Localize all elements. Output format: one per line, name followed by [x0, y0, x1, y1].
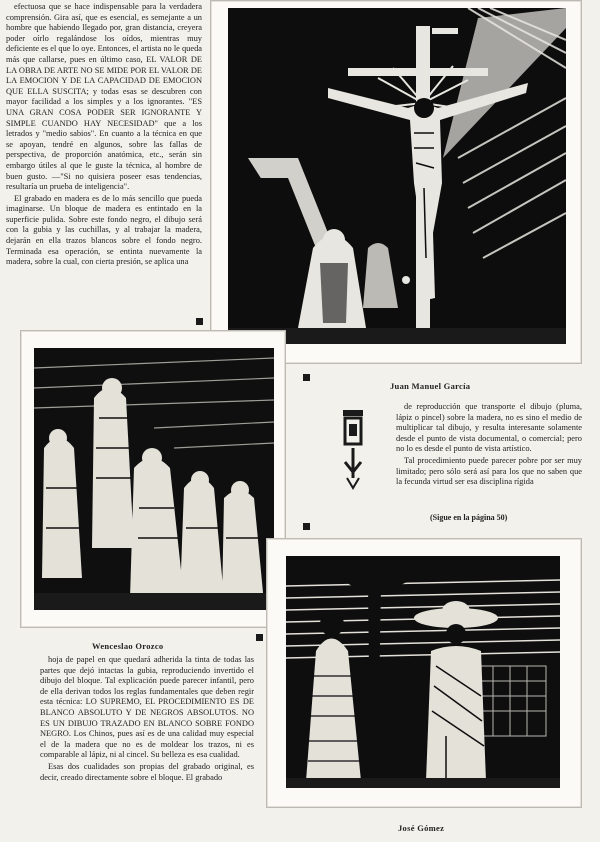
- paragraph-marker: [303, 374, 310, 381]
- paragraph: hoja de papel en que quedará adherida la tinta de todas las partes que dejó intactas la gubia, reproduciendo invertido el dibujo del bloque. Tal explicación puede parecer infantil, pero de ella derivan todos los reglas fundamentales que deben regir esta técnica: LO SUPREMO, EL PROCEDIMIENTO ES DE BLANCO ABSOLUTO Y DE NEGROS ABSOLUTOS. NO ES UN DIBUJO TRAZADO EN BLANCO SOBRE FONDO NEGRO. Los Chinos, pues así es de una calidad muy especial el de la madera que no es de moldear los trazos, ni es comparable al lápiz, ni al cincel. Su belleza es esa cualidad.: [40, 655, 254, 760]
- paragraph-marker: [303, 523, 310, 530]
- paragraph: de reproducción que transporte el dibujo (pluma, lápiz o pincel) sobre la madera, no es sino el medio de multiplicar tal dibujo, y resulta interesante solamente desde el punto de vista documental, o comercial; pero no lo es desde el punto de vista artístico.: [396, 402, 582, 454]
- caption-left-print: Wenceslao Orozco: [92, 641, 164, 651]
- caption-top-print: Juan Manuel García: [390, 381, 471, 391]
- article-column-bottom-left: [40, 655, 254, 835]
- paragraph-marker: [256, 634, 263, 641]
- paragraph: Esas dos cualidades son propias del grabado original, es decir, creado directamente sobre el bloque. El grabado: [40, 761, 254, 782]
- paragraph: El grabado en madera es de lo más sencillo que pueda imaginarse. Un bloque de madera es entintado en la superficie pulida. Sobre este fondo negro, el dibujo será con la gubia y las cuchillas, y al trabajar la madera, dejarán en ella trazos blancos sobre el fondo negro. Terminada esa operación, se entinta nuevamente la madera, sobre la cual, con cierta presión, se aplica una: [6, 193, 202, 267]
- article-column-top-left: [6, 2, 202, 324]
- continued-note: (Sigue en la página 50): [430, 513, 508, 522]
- caption-bottom-print: José Gómez: [398, 823, 445, 833]
- decorative-glyph-icon: [340, 408, 366, 490]
- woodcut-mexican-couple-image: [286, 556, 560, 788]
- paragraph: efectuosa que se hace indispensable para la verdadera comprensión. Gira así, que es esencial, es semejante a un hombre que habiendo llegado por, gran distancia, creyera poder oírlo regalándose los oídos, mientras muy deficiente es el que lo oye. Entonces, el artista no le queda más que callarse, pues en último caso, EL VALOR DE LA OBRA DE ARTE NO SE MIDE POR EL VALOR DE LA EMOCION Y DE LA CAPACIDAD DE EMOCION QUE ELLA SUSCITA; y todas esas se descubren con mayor facilidad a los simples y a los ignorantes. "ES UNA GRAN COSA PODER SER IGNORANTE Y SIMPLE CUANDO HAY NECESIDAD" que a los letrados y "medio sabios". En cuanto a la técnica en que se apoyan, tendré en algunos, sobre las fallas de perspectiva, de proporción anatómica, etc., serán sin embargo útiles al que le guste la técnica, al hombre de buen gusto. —"Si no quisiera poseer esas tendencias, resultaría un prueba de inteligencia".: [6, 2, 202, 192]
- paragraph: Tal procedimiento puede parecer pobre por ser muy limitado; pero sólo será así para los que no saben que la fecunda virtud ser esa disciplina rígida: [396, 455, 582, 487]
- article-column-mid-right: [396, 402, 582, 510]
- paragraph-marker: [196, 318, 203, 325]
- woodcut-procession-image: [34, 348, 274, 610]
- woodcut-crucifixion-image: [228, 8, 566, 344]
